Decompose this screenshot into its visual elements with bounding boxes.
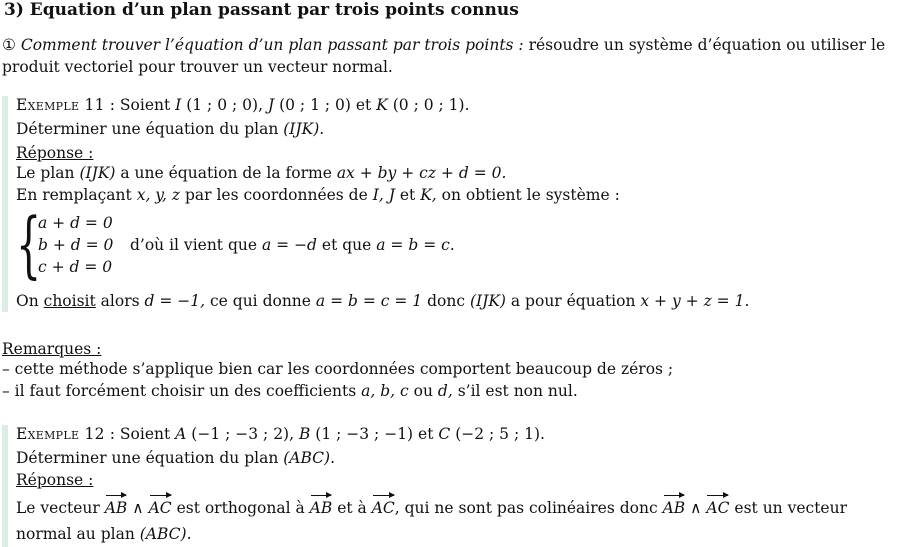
abc-values: a = b = c = 1 <box>315 292 423 310</box>
points: I, J <box>372 186 395 204</box>
example-11-statement: Exemple 11 : Soient I (1 ; 0 ; 0), J (0 ; 1 ; 0) et K (0 ; 0 ; 1). <box>16 96 470 114</box>
text: En remplaçant <box>16 186 132 204</box>
example-11-label: Exemple 11 <box>16 96 105 114</box>
variables: x, y, z <box>136 186 181 204</box>
remarks-label: Remarques : <box>2 340 102 358</box>
vector-ac: AC <box>706 493 729 517</box>
section-heading <box>4 0 519 20</box>
text: On <box>16 292 39 310</box>
text: est un vecteur <box>734 499 847 517</box>
point-i-coords: (1 ; 0 ; 0) <box>186 96 259 114</box>
point-j-coords: (0 ; 1 ; 0) <box>279 96 351 114</box>
point-a-coords: (−1 ; −3 ; 2), <box>191 425 295 443</box>
point-i: I <box>175 96 182 114</box>
text: et à <box>337 499 367 517</box>
text: ou <box>413 382 433 400</box>
text: d’où il vient que <box>130 236 258 254</box>
text: donc <box>427 292 465 310</box>
system-eq-2: b + d = 0 <box>38 236 114 254</box>
example-12-label: Exemple 12 <box>16 425 105 443</box>
point-j: J <box>267 96 275 114</box>
plane-name: (IJK) <box>469 292 506 310</box>
deduction-eq-2: a = b = c. <box>376 236 455 254</box>
vector-ab: AB <box>310 493 333 517</box>
point-b: B <box>298 425 311 443</box>
example-12 <box>16 425 896 547</box>
vector-ab: AB <box>663 493 686 517</box>
final-equation: x + y + z = 1. <box>640 292 750 310</box>
example-12-task <box>16 449 335 467</box>
plane-equation-form: ax + by + cz + d = 0. <box>336 164 507 182</box>
task-plane: (ABC). <box>283 449 336 467</box>
text: a une équation de la forme <box>120 164 332 182</box>
text: s’il est non nul. <box>457 382 578 400</box>
text: et <box>399 186 416 204</box>
intro-line-1 <box>2 36 885 54</box>
intro-line-2 <box>2 58 393 76</box>
vector-ac: AC <box>372 493 395 517</box>
example-12-line-1 <box>16 493 847 517</box>
text: et que <box>321 236 372 254</box>
example-12-sidebar <box>2 425 8 547</box>
system-eq-1: a + d = 0 <box>38 214 113 232</box>
text: , qui ne sont pas colinéaires donc <box>394 499 658 517</box>
remark-1: – cette méthode s’applique bien car les coordonnées comportent beaucoup de zéros ; <box>2 360 674 378</box>
point-k-coords: (0 ; 0 ; 1). <box>392 96 470 114</box>
and-word: et <box>355 96 372 114</box>
example-12-line-2 <box>16 525 192 543</box>
point-k: K <box>376 96 388 114</box>
deduction-eq-1: a = −d <box>261 236 317 254</box>
task-plane: (IJK). <box>283 120 325 138</box>
left-brace-icon: { <box>16 202 42 286</box>
equation-system <box>16 202 616 286</box>
plane-name: (ABC). <box>139 525 192 543</box>
coefficients: a, b, c <box>361 382 409 400</box>
and-word: et <box>418 425 434 443</box>
example-11-answer-label: Réponse : <box>16 144 94 162</box>
text: normal au plan <box>16 525 135 543</box>
task-text: Déterminer une équation du plan <box>16 449 279 467</box>
example-11-sidebar <box>2 96 8 312</box>
example-11 <box>16 96 896 312</box>
point-k-ref: K, <box>420 186 437 204</box>
point-b-coords: (1 ; −3 ; −1) <box>315 425 414 443</box>
point-c: C <box>438 425 451 443</box>
coefficient-d: d, <box>437 382 453 400</box>
vector-ac: AC <box>149 493 172 517</box>
text: Le vecteur <box>16 499 100 517</box>
task-text: Déterminer une équation du plan <box>16 120 279 138</box>
system-deduction <box>130 236 455 254</box>
circled-one-icon: ① <box>2 36 16 54</box>
statement-prefix: : Soient <box>109 425 171 443</box>
text: alors <box>100 292 140 310</box>
example-11-conclusion <box>16 292 749 310</box>
example-12-answer-label: Réponse : <box>16 471 94 489</box>
intro-question: Comment trouver l’équation d’un plan passant par trois points : <box>20 36 524 54</box>
intro-answer-2: produit vectoriel pour trouver un vecteur normal. <box>2 58 393 76</box>
statement-prefix: : Soient <box>109 96 171 114</box>
example-12-statement <box>16 425 545 443</box>
system-eq-3: c + d = 0 <box>38 258 113 276</box>
point-c-coords: (−2 ; 5 ; 1). <box>455 425 545 443</box>
wedge-symbol: ∧ <box>132 499 144 517</box>
text: ce qui donne <box>210 292 311 310</box>
example-11-line-2 <box>16 186 620 204</box>
intro-answer-1: résoudre un système d’équation ou utiliser le <box>528 36 886 54</box>
point-a: A <box>175 425 187 443</box>
text: on obtient le système : <box>441 186 620 204</box>
example-11-task <box>16 120 324 138</box>
text: a pour équation <box>510 292 636 310</box>
section-title: Equation d’un plan passant par trois points connus <box>29 0 519 20</box>
plane-name: (IJK) <box>79 164 116 182</box>
text: par les coordonnées de <box>184 186 368 204</box>
wedge-symbol: ∧ <box>690 499 702 517</box>
chosen-d: d = −1, <box>144 292 206 310</box>
example-11-line-1 <box>16 164 506 182</box>
remark-2 <box>2 382 578 400</box>
vector-ab: AB <box>105 493 128 517</box>
section-number: 3) <box>4 0 24 20</box>
underlined-choisit: choisit <box>43 292 96 310</box>
text: – il faut forcément choisir un des coefficients <box>2 382 357 400</box>
text: est orthogonal à <box>176 499 305 517</box>
text: Le plan <box>16 164 75 182</box>
